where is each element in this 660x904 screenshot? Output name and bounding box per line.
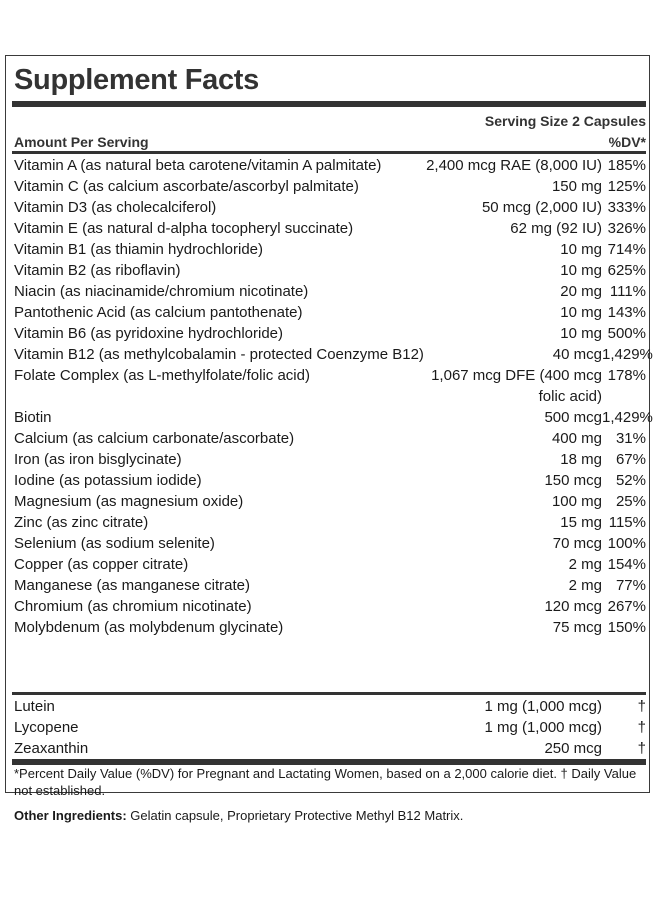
section-rule — [12, 692, 646, 695]
nutrient-name: Vitamin B6 (as pyridoxine hydrochloride) — [14, 325, 284, 342]
nutrient-name: Lycopene — [14, 719, 79, 736]
nutrient-row — [14, 533, 646, 554]
nutrient-dv: 77% — [615, 577, 646, 594]
nutrient-name: Chromium (as chromium nicotinate) — [14, 598, 252, 615]
nutrient-name: Folate Complex (as L-methylfolate/folic acid) — [14, 367, 310, 384]
nutrient-amount: 250 mcg — [544, 740, 602, 757]
nutrient-amount: 10 mg — [560, 262, 602, 279]
nutrient-row — [14, 344, 653, 365]
nutrient-name: Copper (as copper citrate) — [14, 556, 189, 573]
nutrient-row — [14, 281, 646, 302]
nutrient-row — [14, 260, 646, 281]
amount-per-serving-label: Amount Per Serving — [14, 134, 149, 150]
nutrient-row — [14, 449, 646, 470]
other-ingredients-text: Gelatin capsule, Proprietary Protective Methyl B12 Matrix. — [126, 808, 464, 823]
nutrient-amount: 1 mg (1,000 mcg) — [484, 698, 602, 715]
nutrient-dv: 31% — [615, 430, 646, 447]
nutrient-amount: 150 mcg — [544, 472, 602, 489]
nutrient-name: Biotin — [14, 409, 52, 426]
nutrient-amount: 120 mcg — [544, 598, 602, 615]
nutrient-dv: 100% — [607, 535, 646, 552]
nutrient-name: Vitamin E (as natural d-alpha tocopheryl succinate) — [14, 220, 354, 237]
nutrient-dv: 326% — [607, 220, 646, 237]
nutrient-dv: 185% — [607, 157, 646, 174]
panel-title: Supplement Facts — [14, 64, 259, 96]
nutrient-row — [14, 323, 646, 344]
nutrient-dv: 1,429% — [602, 409, 653, 426]
nutrient-dv: 1,429% — [602, 346, 653, 363]
nutrient-row — [14, 470, 646, 491]
nutrient-row — [14, 239, 646, 260]
nutrient-amount: 62 mg (92 IU) — [510, 220, 602, 237]
other-ingredients-label: Other Ingredients: — [14, 808, 127, 823]
nutrient-amount: 500 mcg — [544, 409, 602, 426]
nutrient-amount: 100 mg — [551, 493, 602, 510]
nutrient-amount: 75 mcg — [552, 619, 602, 636]
nutrient-row — [14, 696, 646, 717]
nutrient-amount: 10 mg — [560, 241, 602, 258]
nutrient-dv: † — [637, 719, 646, 736]
nutrient-dv: 52% — [615, 472, 646, 489]
nutrient-dv: 67% — [615, 451, 646, 468]
nutrient-dv: 111% — [609, 283, 646, 300]
nutrient-amount: 1,067 mcg DFE (400 mcg folic acid) — [431, 367, 602, 405]
nutrient-row — [14, 717, 646, 738]
header-rule — [12, 151, 646, 154]
nutrient-table — [14, 155, 653, 638]
nutrient-name: Niacin (as niacinamide/chromium nicotinate) — [14, 283, 309, 300]
other-nutrient-table — [14, 696, 646, 759]
nutrient-name: Molybdenum (as molybdenum glycinate) — [14, 619, 284, 636]
nutrient-dv: 115% — [608, 514, 646, 531]
nutrient-dv: † — [637, 698, 646, 715]
dv-footnote: *Percent Daily Value (%DV) for Pregnant and Lactating Women, based on a 2,000 calorie diet. † Daily Value not established. — [14, 766, 637, 798]
nutrient-row — [14, 491, 646, 512]
nutrient-name: Manganese (as manganese citrate) — [14, 577, 250, 594]
nutrient-amount: 40 mcg — [552, 346, 602, 363]
nutrient-amount: 10 mg — [560, 304, 602, 321]
nutrient-row — [14, 365, 646, 407]
nutrient-name: Vitamin B2 (as riboflavin) — [14, 262, 181, 279]
nutrient-dv: 125% — [607, 178, 646, 195]
nutrient-dv: 154% — [607, 556, 646, 573]
nutrient-row — [14, 428, 646, 449]
nutrient-name: Vitamin A (as natural beta carotene/vitamin A palmitate) — [14, 157, 382, 174]
nutrient-dv: 267% — [607, 598, 646, 615]
nutrient-name: Lutein — [14, 698, 55, 715]
nutrient-name: Vitamin C (as calcium ascorbate/ascorbyl palmitate) — [14, 178, 359, 195]
nutrient-row — [14, 302, 646, 323]
nutrient-row — [14, 197, 646, 218]
nutrient-row — [14, 554, 646, 575]
nutrient-amount: 2,400 mcg RAE (8,000 IU) — [426, 157, 602, 174]
nutrient-name: Zeaxanthin — [14, 740, 89, 757]
nutrient-row — [14, 617, 646, 638]
nutrient-row — [14, 596, 646, 617]
nutrient-name: Vitamin B1 (as thiamin hydrochloride) — [14, 241, 264, 258]
nutrient-amount: 1 mg (1,000 mcg) — [484, 719, 602, 736]
nutrient-amount: 15 mg — [560, 514, 602, 531]
nutrient-name: Vitamin B12 (as methylcobalamin - protected Coenzyme B12) — [14, 346, 424, 363]
nutrient-dv: 178% — [607, 367, 646, 384]
nutrient-name: Calcium (as calcium carbonate/ascorbate) — [14, 430, 295, 447]
nutrient-dv: 333% — [607, 199, 646, 216]
nutrient-row — [14, 176, 646, 197]
nutrient-row — [14, 512, 646, 533]
nutrient-amount: 10 mg — [560, 325, 602, 342]
title-rule — [12, 101, 646, 107]
nutrient-name: Iodine (as potassium iodide) — [14, 472, 202, 489]
nutrient-amount: 400 mg — [551, 430, 602, 447]
nutrient-amount: 20 mg — [560, 283, 602, 300]
serving-size: Serving Size 2 Capsules — [484, 113, 646, 129]
nutrient-dv: 500% — [607, 325, 646, 342]
nutrient-dv: 714% — [607, 241, 646, 258]
nutrient-name: Iron (as iron bisglycinate) — [14, 451, 182, 468]
nutrient-row — [14, 738, 646, 759]
nutrient-dv: † — [637, 740, 646, 757]
other-ingredients — [14, 808, 463, 823]
nutrient-amount: 50 mcg (2,000 IU) — [481, 199, 602, 216]
nutrient-amount: 2 mg — [568, 556, 602, 573]
nutrient-name: Magnesium (as magnesium oxide) — [14, 493, 244, 510]
nutrient-dv: 25% — [615, 493, 646, 510]
nutrient-amount: 150 mg — [551, 178, 602, 195]
nutrient-name: Pantothenic Acid (as calcium pantothenate) — [14, 304, 303, 321]
nutrient-row — [14, 575, 646, 596]
nutrient-row — [14, 407, 653, 428]
nutrient-row — [14, 218, 646, 239]
nutrient-name: Zinc (as zinc citrate) — [14, 514, 149, 531]
nutrient-dv: 150% — [607, 619, 646, 636]
nutrient-dv: 625% — [607, 262, 646, 279]
dv-header: %DV* — [608, 134, 646, 150]
nutrient-row — [14, 155, 646, 176]
nutrient-name: Vitamin D3 (as cholecalciferol) — [14, 199, 217, 216]
nutrient-dv: 143% — [607, 304, 646, 321]
nutrient-name: Selenium (as sodium selenite) — [14, 535, 215, 552]
nutrient-amount: 2 mg — [568, 577, 602, 594]
nutrient-amount: 70 mcg — [552, 535, 602, 552]
nutrient-amount: 18 mg — [560, 451, 602, 468]
